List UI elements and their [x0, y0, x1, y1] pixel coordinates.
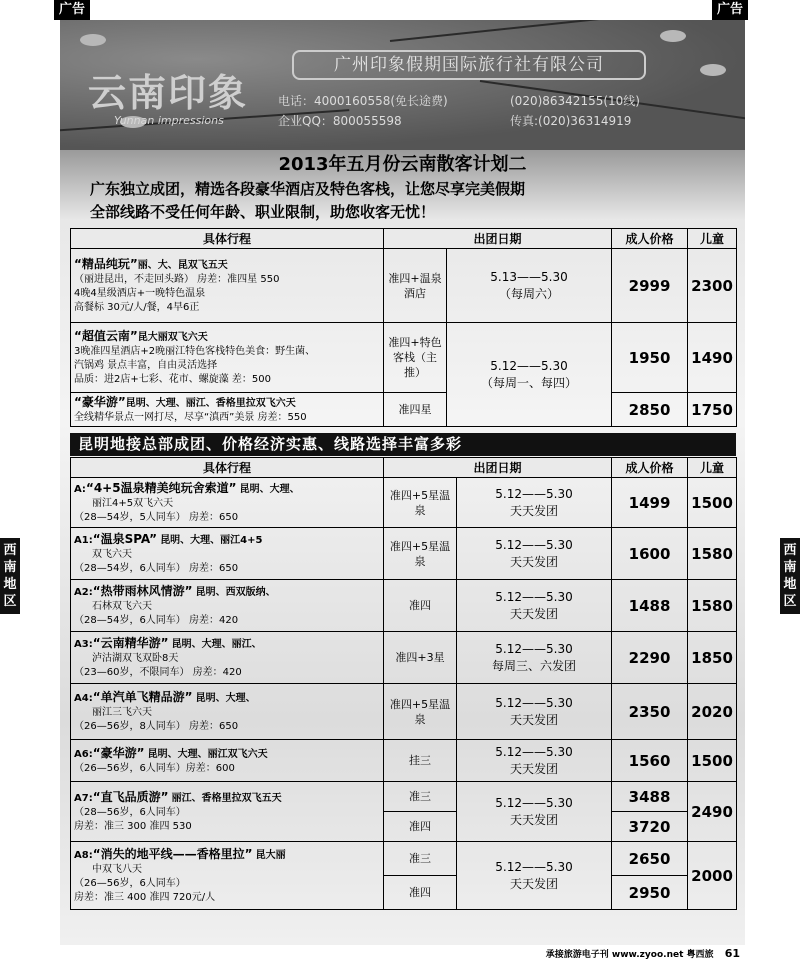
dates-cell [457, 528, 612, 580]
child-price: 2300 [688, 249, 737, 323]
date-schedule: （每周一、每四） [481, 375, 578, 390]
adult-price: 2950 [612, 876, 688, 910]
route-detail: （26—56岁，6人同车）房差：600 [74, 762, 235, 774]
route-cell [71, 632, 384, 684]
route-title: 昆明、大理、丽江双飞六天 [147, 748, 268, 760]
route-title: 昆明、西双版纳、 [195, 586, 276, 598]
hotel-cell: 准三 [384, 842, 457, 876]
dates-cell [457, 684, 612, 740]
date-schedule: 天天发团 [510, 606, 559, 621]
route-name: “豪华游” [92, 745, 145, 760]
route-name: “4+5温泉精美纯玩舍索道” [85, 480, 237, 495]
table-row [71, 740, 737, 782]
side-char: 区 [3, 594, 17, 609]
date-schedule: （每周六） [499, 286, 560, 301]
side-tab-right [780, 538, 800, 614]
local-tour-banner: 昆明地接总部成团、价格经济实惠、线路选择丰富多彩 [70, 433, 736, 456]
qq-number: 企业QQ：800055598 [278, 114, 402, 128]
route-detail: 品质：进2店+七彩、花市、螺旋藻 差：500 [74, 373, 272, 385]
route-detail: 丽江4+5双飞六天 [92, 497, 174, 509]
adult-price: 1600 [612, 528, 688, 580]
phone-left: 电话：4000160558(免长途费) [278, 94, 448, 108]
dates-cell [457, 782, 612, 842]
date-schedule: 天天发团 [510, 761, 559, 776]
dates-cell [457, 632, 612, 684]
side-char: 南 [3, 560, 17, 575]
route-detail: 房差：准三 300 准四 530 [74, 820, 192, 832]
table-premium-routes [70, 228, 737, 427]
route-detail: （26—56岁，6人同车） [74, 877, 186, 889]
route-detail: 高餐标 30元/人/餐，4早6正 [74, 301, 200, 313]
table-local-routes [70, 457, 737, 910]
adult-price: 1950 [612, 323, 688, 393]
adult-price: 3720 [612, 812, 688, 842]
route-detail: 房差：准三 400 准四 720元/人 [74, 891, 216, 903]
route-title: 昆明、大理、丽江、 [171, 638, 262, 650]
date-schedule: 天天发团 [510, 812, 559, 827]
route-cell [71, 842, 384, 910]
date-schedule: 天天发团 [510, 712, 559, 727]
ad-label-right: 广告 [712, 0, 748, 20]
adult-price: 3488 [612, 782, 688, 812]
table-row [71, 323, 737, 393]
route-name: “直飞品质游” [92, 789, 169, 804]
col-adult: 成人价格 [612, 458, 688, 478]
col-dates: 出团日期 [384, 458, 612, 478]
route-detail: 汽锅鸡 景点丰富，自由灵活选择 [74, 359, 218, 371]
route-name: “云南精华游” [92, 635, 169, 650]
date-range: 5.12——5.30 [495, 795, 573, 810]
route-title: 昆明、大理、 [195, 692, 256, 704]
route-title: 丽江、香格里拉双飞五天 [171, 792, 282, 804]
child-price: 1580 [688, 580, 737, 632]
page-footer [546, 947, 740, 960]
route-cell [71, 478, 384, 528]
route-cell [71, 323, 384, 393]
page-number: 61 [724, 947, 740, 960]
table-header-row [71, 229, 737, 249]
route-title: 丽、大、昆双飞五天 [137, 259, 228, 271]
route-name: “单汽单飞精品游” [92, 689, 193, 704]
adult-price: 2350 [612, 684, 688, 740]
subtitle-1: 广东独立成团，精选各段豪华酒店及特色客栈，让您尽享完美假期 [90, 180, 526, 198]
route-cell [71, 782, 384, 842]
child-price: 2000 [688, 842, 737, 910]
date-range: 5.13——5.30 [490, 269, 568, 284]
route-detail: （28—54岁，6人同车） 房差：650 [74, 562, 239, 574]
hotel-cell: 准四+5星温泉 [384, 528, 457, 580]
side-tab-left [0, 538, 20, 614]
dates-cell [457, 478, 612, 528]
route-detail: 石林双飞六天 [92, 600, 152, 612]
fax-number: 传真:(020)36314919 [510, 114, 632, 128]
hotel-cell: 准四 [384, 876, 457, 910]
dates-cell [447, 323, 612, 427]
route-cell [71, 580, 384, 632]
hotel-cell: 准四 [384, 812, 457, 842]
table-row [71, 782, 737, 812]
adult-price: 1488 [612, 580, 688, 632]
child-price: 1850 [688, 632, 737, 684]
route-code: A2: [74, 586, 93, 598]
dates-cell [457, 842, 612, 910]
dates-cell [457, 740, 612, 782]
hotel-cell: 挂三 [384, 740, 457, 782]
date-schedule: 天天发团 [510, 503, 559, 518]
subtitle-2: 全部线路不受任何年龄、职业限制，助您收客无忧！ [90, 203, 436, 221]
route-code: A8: [74, 849, 93, 861]
route-cell [71, 249, 384, 323]
route-detail: （28—54岁，6人同车） 房差：420 [74, 614, 239, 626]
hotel-cell: 准四星 [384, 393, 447, 427]
route-cell [71, 528, 384, 580]
adult-price: 2850 [612, 393, 688, 427]
route-name: “热带雨林风情游” [92, 583, 193, 598]
route-name: “消失的地平线——香格里拉” [92, 846, 253, 861]
child-price: 1490 [688, 323, 737, 393]
route-detail: 全线精华景点一网打尽，尽享“滇西”美景 房差：550 [74, 411, 307, 423]
col-route: 具体行程 [71, 458, 384, 478]
child-price: 1750 [688, 393, 737, 427]
col-dates: 出团日期 [384, 229, 612, 249]
phone-right: (020)86342155(10线) [510, 94, 640, 108]
adult-price: 2999 [612, 249, 688, 323]
footer-text: 承接旅游电子刊 www.zyoo.net [545, 950, 684, 960]
route-detail: （丽进昆出，不走回头路） 房差：准四星 550 [74, 273, 280, 285]
side-char: 西 [3, 543, 17, 558]
date-range: 5.12——5.30 [495, 695, 573, 710]
hotel-cell: 准三 [384, 782, 457, 812]
col-route: 具体行程 [71, 229, 384, 249]
page-title: 2013年五月份云南散客计划二 [278, 154, 527, 175]
leaf-decoration [660, 30, 686, 42]
table-row [71, 684, 737, 740]
side-char: 西 [783, 543, 797, 558]
route-code: A7: [74, 792, 93, 804]
col-child: 儿童 [688, 458, 737, 478]
route-title: 昆大丽 [255, 849, 286, 861]
route-code: A1: [74, 534, 93, 546]
side-char: 区 [783, 594, 797, 609]
date-schedule: 天天发团 [510, 876, 559, 891]
hotel-cell: 准四+5星温泉 [384, 684, 457, 740]
table-row [71, 632, 737, 684]
route-cell [71, 393, 384, 427]
route-name: “温泉SPA” [92, 531, 157, 546]
side-char: 南 [783, 560, 797, 575]
route-detail: 丽江三飞六天 [92, 706, 152, 718]
company-logo [84, 58, 294, 138]
route-name: “豪华游” [74, 394, 126, 409]
route-detail: 4晚4星级酒店+一晚特色温泉 [74, 287, 206, 299]
route-detail: （28—56岁，6人同车） [74, 806, 186, 818]
hotel-cell: 准四+5星温泉 [384, 478, 457, 528]
table-row [71, 249, 737, 323]
route-code: A: [74, 483, 86, 495]
child-price: 2490 [688, 782, 737, 842]
table-row [71, 580, 737, 632]
date-range: 5.12——5.30 [495, 641, 573, 656]
leaf-decoration [80, 34, 106, 46]
route-title: 昆明、大理、丽江4+5 [160, 534, 263, 546]
date-range: 5.12——5.30 [495, 744, 573, 759]
route-name: “精品纯玩” [74, 256, 138, 271]
route-code: A4: [74, 692, 93, 704]
dates-cell [457, 580, 612, 632]
adult-price: 1560 [612, 740, 688, 782]
route-cell [71, 684, 384, 740]
route-title: 昆明、大理、丽江、香格里拉双飞六天 [125, 397, 296, 409]
footer-brand: 粤西旅 [686, 950, 714, 960]
side-char: 地 [3, 577, 17, 592]
route-detail: 3晚准四星酒店+2晚丽江特色客栈特色美食：野生菌、 [74, 345, 316, 357]
col-child: 儿童 [688, 229, 737, 249]
hotel-cell: 准四+温泉酒店 [384, 249, 447, 323]
table-row [71, 842, 737, 876]
date-range: 5.12——5.30 [490, 358, 568, 373]
table-header-row [71, 458, 737, 478]
table-row [71, 528, 737, 580]
adult-price: 1499 [612, 478, 688, 528]
hotel-cell: 准四+特色客栈（主推） [384, 323, 447, 393]
dates-cell [447, 249, 612, 323]
child-price: 1500 [688, 478, 737, 528]
child-price: 2020 [688, 684, 737, 740]
table-row [71, 393, 737, 427]
child-price: 1580 [688, 528, 737, 580]
date-schedule: 每周三、六发团 [492, 658, 577, 673]
route-code: A3: [74, 638, 93, 650]
route-title: 昆大丽双飞六天 [137, 331, 208, 343]
company-name: 广州印象假期国际旅行社有限公司 [292, 50, 646, 80]
table-row [71, 478, 737, 528]
route-detail: 双飞六天 [92, 548, 132, 560]
header-banner [60, 20, 745, 150]
date-range: 5.12——5.30 [495, 537, 573, 552]
date-range: 5.12——5.30 [495, 589, 573, 604]
route-code: A6: [74, 748, 93, 760]
route-title: 昆明、大理、 [239, 483, 300, 495]
route-detail: （23—60岁，不限同车） 房差：420 [74, 666, 242, 678]
ad-page [60, 20, 745, 945]
logo-subtext: Yunnan impressions [114, 114, 224, 127]
route-cell [71, 740, 384, 782]
branch-decoration [390, 20, 745, 42]
ad-label-left: 广告 [54, 0, 90, 20]
hotel-cell: 准四 [384, 580, 457, 632]
route-detail: （28—54岁，5人同车） 房差：650 [74, 511, 239, 523]
date-range: 5.12——5.30 [495, 486, 573, 501]
adult-price: 2290 [612, 632, 688, 684]
route-name: “超值云南” [74, 328, 138, 343]
leaf-decoration [700, 64, 726, 76]
logo-text: 云南印象 [88, 70, 249, 115]
col-adult: 成人价格 [612, 229, 688, 249]
route-detail: 泸沽湖双飞双卧8天 [92, 652, 179, 664]
hotel-cell: 准四+3星 [384, 632, 457, 684]
adult-price: 2650 [612, 842, 688, 876]
route-detail: 中双飞八天 [92, 863, 142, 875]
route-detail: （26—56岁，8人同车） 房差：650 [74, 720, 239, 732]
date-schedule: 天天发团 [510, 554, 559, 569]
child-price: 1500 [688, 740, 737, 782]
side-char: 地 [783, 577, 797, 592]
date-range: 5.12——5.30 [495, 859, 573, 874]
